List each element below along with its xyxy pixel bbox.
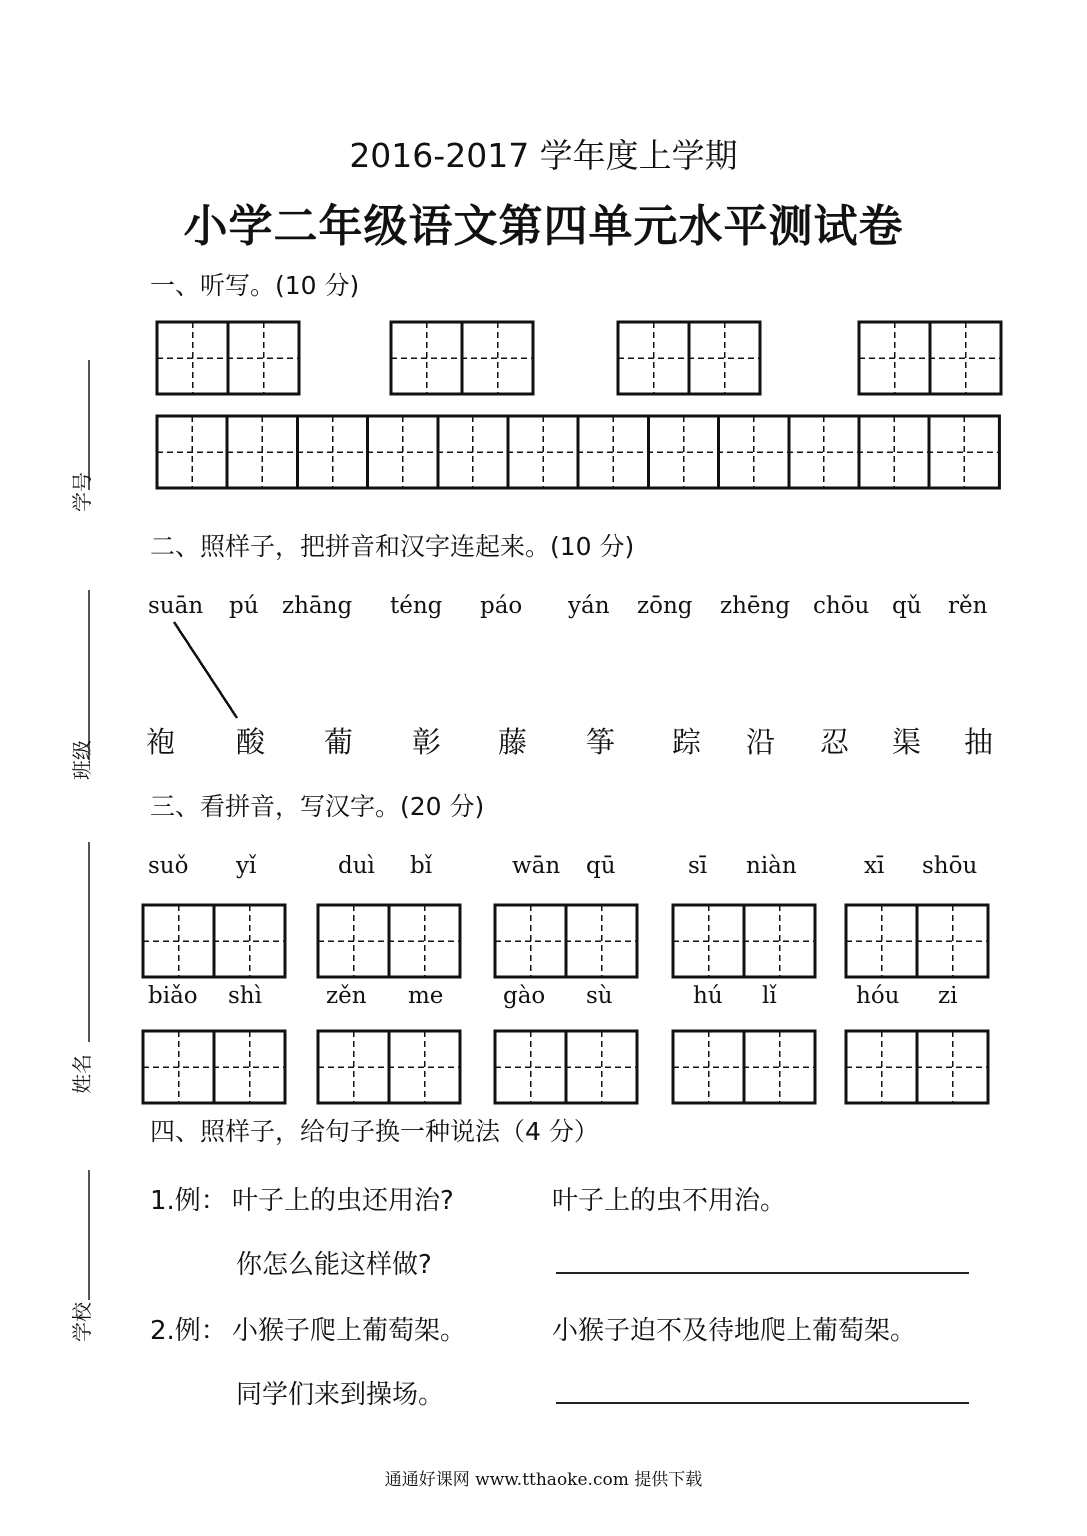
pinyin-8[interactable]: zhēng bbox=[720, 593, 791, 619]
row2-pinyin-5-a: hóu bbox=[856, 983, 900, 1009]
pinyin-9[interactable]: chōu bbox=[813, 593, 870, 619]
pinyin-11[interactable]: rěn bbox=[948, 593, 988, 619]
hanzi-1[interactable]: 袍 bbox=[146, 725, 176, 759]
row2-pinyin-1-a: biǎo bbox=[148, 983, 198, 1009]
pinyin-2[interactable]: pú bbox=[229, 593, 259, 619]
pinyin-3[interactable]: zhāng bbox=[282, 593, 353, 619]
hanzi-11[interactable]: 抽 bbox=[964, 725, 994, 759]
row2-pinyin-1-b: shì bbox=[228, 983, 262, 1009]
footer-credit: 通通好课网 www.tthaoke.com 提供下载 bbox=[384, 1470, 703, 1490]
row1-pinyin-2-b: bǐ bbox=[410, 853, 433, 879]
school-label: 学校 bbox=[70, 1302, 94, 1342]
pinyin-1[interactable]: suān bbox=[148, 593, 204, 619]
exam-title: 小学二年级语文第四单元水平测试卷 bbox=[183, 201, 904, 252]
task1-answer-line[interactable] bbox=[556, 1272, 969, 1274]
section3-heading: 三、看拼音，写汉字。(20 分) bbox=[150, 792, 485, 821]
hanzi-5[interactable]: 藤 bbox=[498, 725, 528, 759]
row1-pinyin-3-b: qū bbox=[586, 853, 616, 879]
pinyin-6[interactable]: yán bbox=[568, 593, 610, 619]
example2-question: 小猴子爬上葡萄架。 bbox=[232, 1316, 467, 1346]
example1-answer: 叶子上的虫不用治。 bbox=[552, 1186, 787, 1216]
hanzi-2[interactable]: 酸 bbox=[236, 725, 266, 759]
row1-pinyin-5-b: shōu bbox=[922, 853, 978, 879]
task2-answer-line[interactable] bbox=[556, 1402, 969, 1404]
row1-pinyin-1-a: suǒ bbox=[148, 853, 189, 879]
example1-question: 叶子上的虫还用治? bbox=[232, 1186, 454, 1216]
row1-pinyin-3-a: wān bbox=[512, 853, 561, 879]
student-id-label: 学号 bbox=[70, 472, 94, 512]
row2-pinyin-4-b: lǐ bbox=[762, 983, 777, 1009]
task2-sentence: 同学们来到操场。 bbox=[236, 1380, 445, 1410]
row2-pinyin-2-b: me bbox=[408, 983, 444, 1009]
example2-label: 2.例： bbox=[150, 1316, 227, 1346]
class-label: 班级 bbox=[70, 740, 94, 780]
task1-sentence: 你怎么能这样做? bbox=[236, 1250, 432, 1280]
hanzi-4[interactable]: 彰 bbox=[412, 725, 442, 759]
pinyin-7[interactable]: zōng bbox=[637, 593, 693, 619]
example2-answer: 小猴子迫不及待地爬上葡萄架。 bbox=[552, 1316, 917, 1346]
hanzi-7[interactable]: 踪 bbox=[672, 725, 702, 759]
row1-pinyin-4-a: sī bbox=[688, 853, 708, 879]
row2-pinyin-3-a: gào bbox=[503, 983, 546, 1009]
hanzi-6[interactable]: 筝 bbox=[586, 725, 616, 759]
row1-pinyin-4-b: niàn bbox=[746, 853, 797, 879]
name-label: 姓名 bbox=[70, 1054, 94, 1094]
pinyin-4[interactable]: téng bbox=[390, 593, 443, 619]
row2-pinyin-4-a: hú bbox=[693, 983, 723, 1009]
pinyin-10[interactable]: qǔ bbox=[892, 593, 922, 619]
hanzi-9[interactable]: 忍 bbox=[820, 725, 850, 759]
row1-pinyin-2-a: duì bbox=[338, 853, 375, 879]
row2-pinyin-2-a: zěn bbox=[326, 983, 367, 1009]
row2-pinyin-3-b: sù bbox=[586, 983, 613, 1009]
section2-heading: 二、照样子，把拼音和汉字连起来。(10 分) bbox=[150, 532, 635, 561]
row2-pinyin-5-b: zi bbox=[938, 983, 958, 1009]
row1-pinyin-1-b: yǐ bbox=[236, 853, 257, 879]
section1-heading: 一、听写。(10 分) bbox=[150, 271, 360, 300]
exam-subtitle: 2016-2017 学年度上学期 bbox=[349, 136, 738, 175]
hanzi-3[interactable]: 葡 bbox=[324, 725, 354, 759]
hanzi-10[interactable]: 渠 bbox=[892, 725, 922, 759]
hanzi-8[interactable]: 沿 bbox=[746, 725, 776, 759]
row1-pinyin-5-a: xī bbox=[864, 853, 885, 879]
example1-label: 1.例： bbox=[150, 1186, 227, 1216]
section4-heading: 四、照样子，给句子换一种说法（4 分） bbox=[150, 1117, 599, 1146]
pinyin-5[interactable]: páo bbox=[480, 593, 523, 619]
